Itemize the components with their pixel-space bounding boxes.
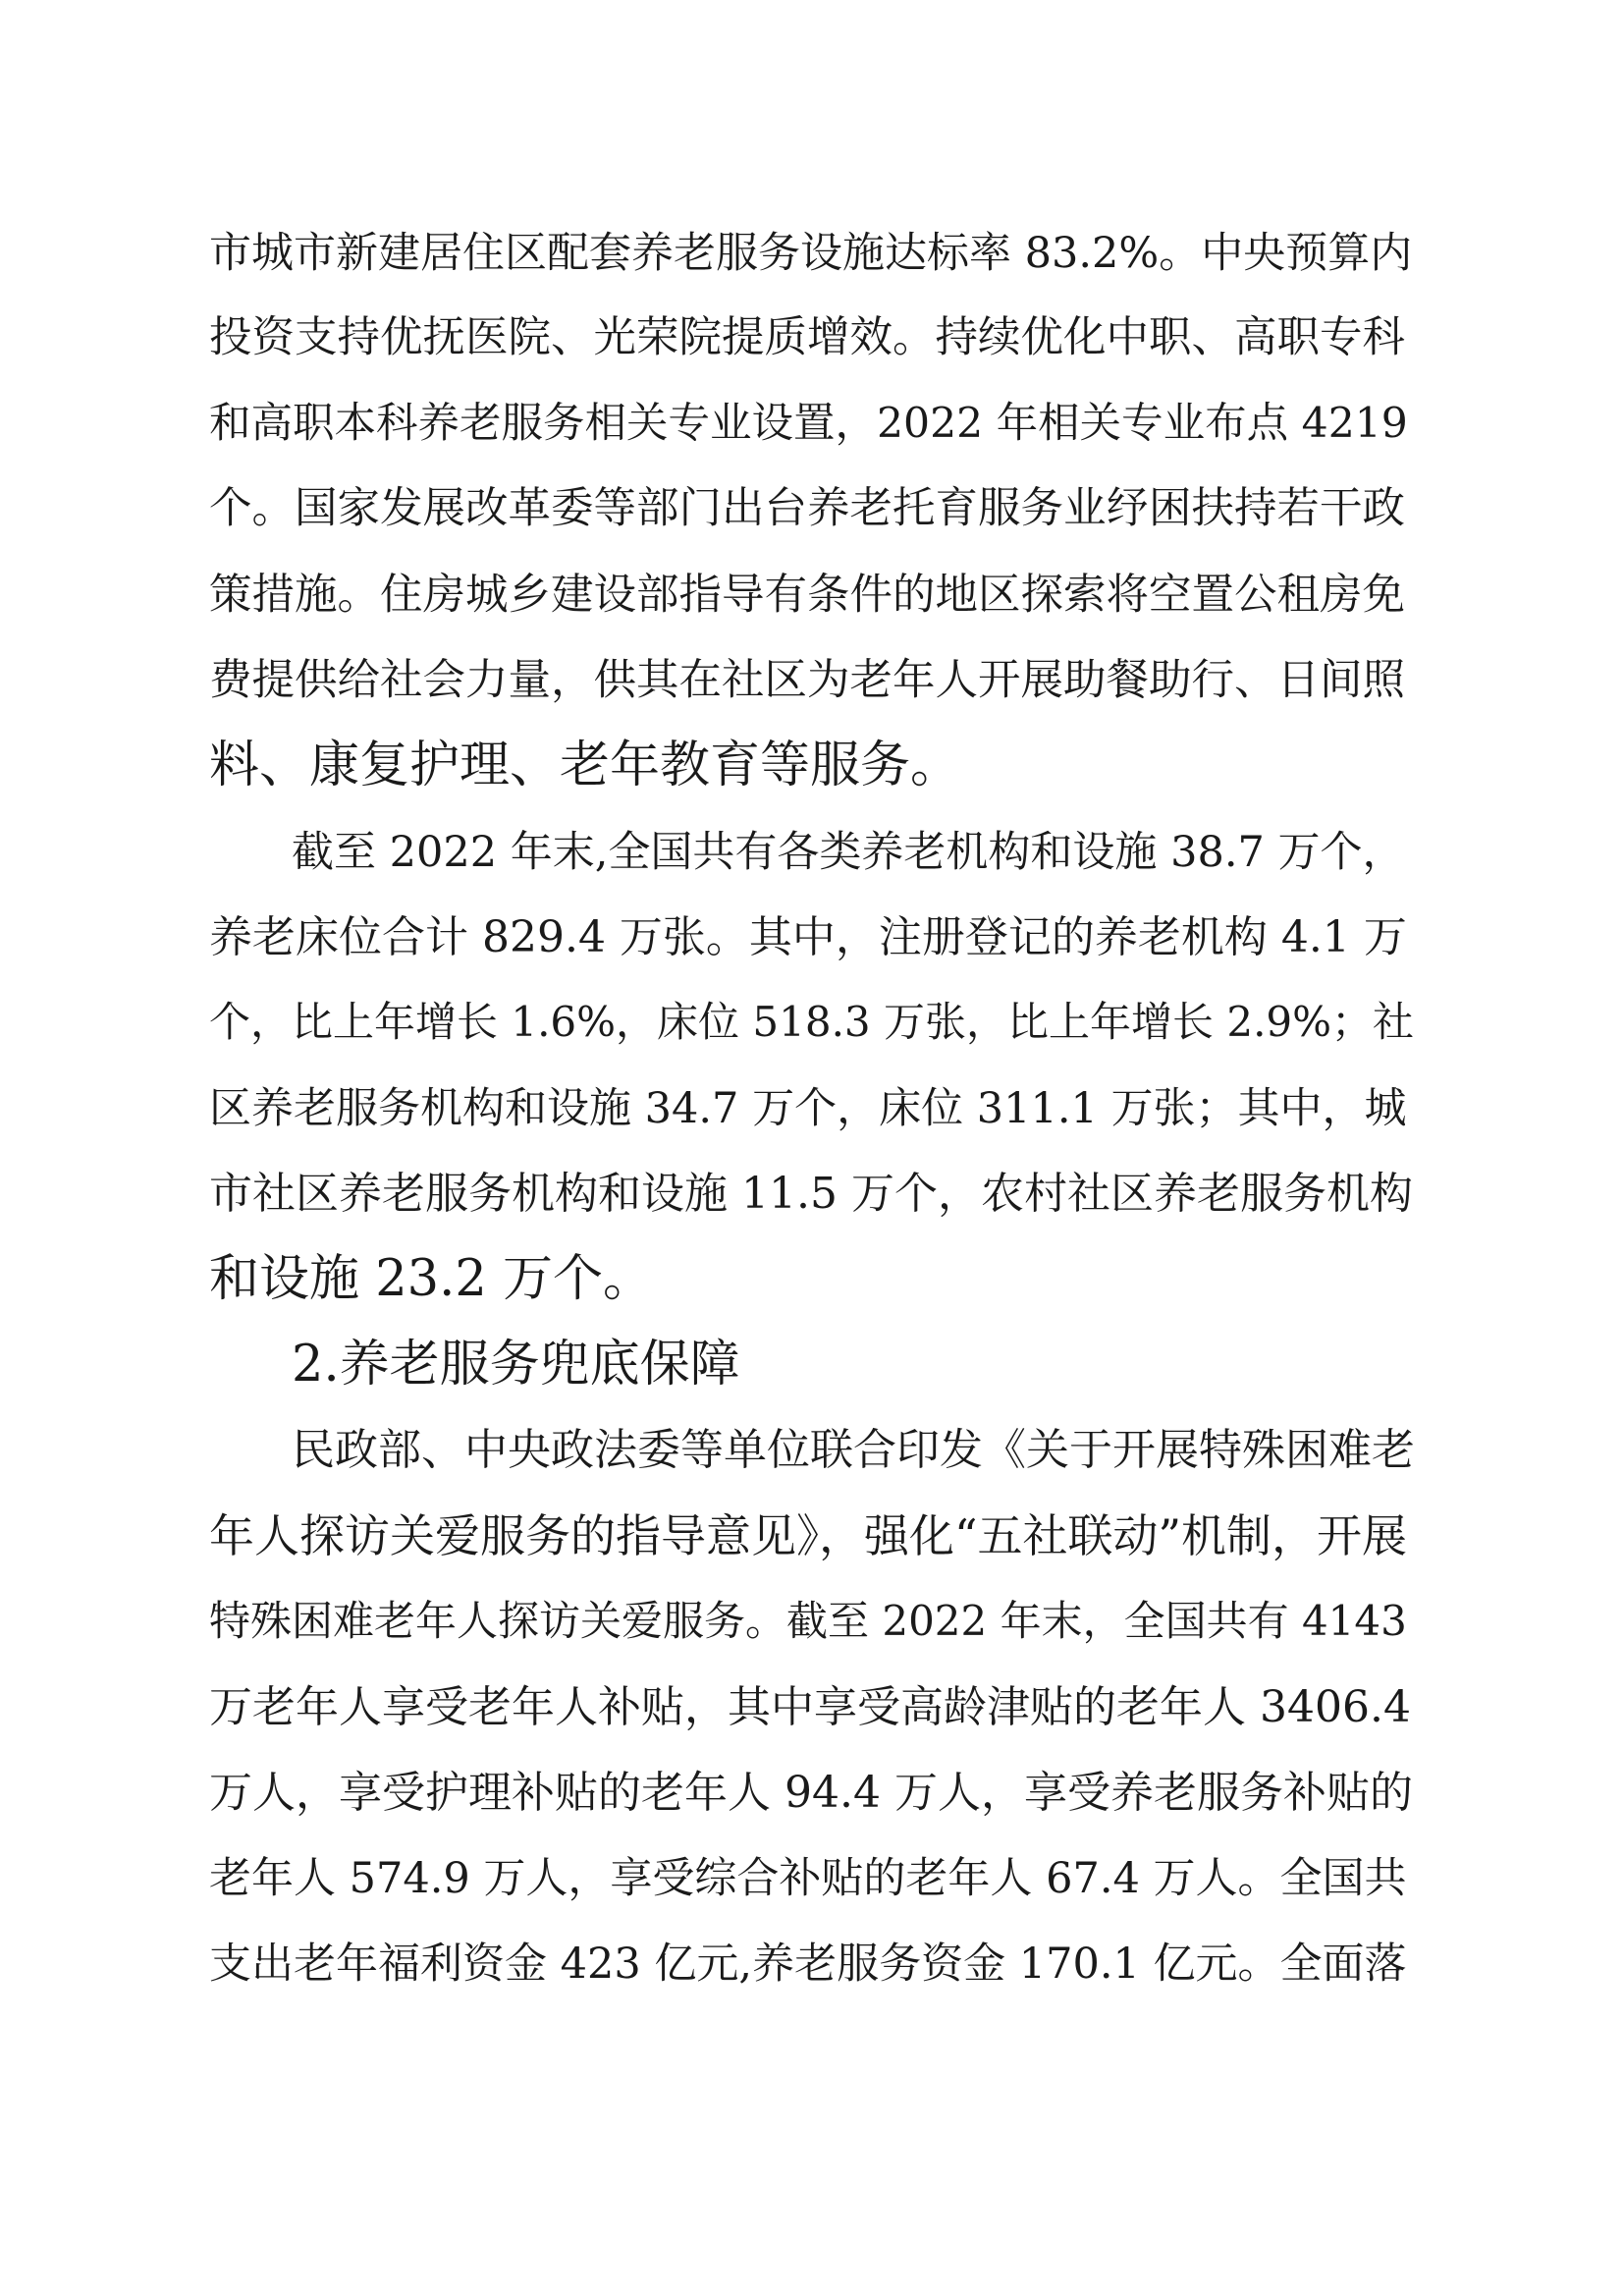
text-line: 区养老服务机构和设施 34.7 万个，床位 311.1 万张；其中，城 <box>209 1084 1407 1133</box>
text-line: 策措施。住房城乡建设部指导有条件的地区探索将空置公租房免 <box>209 571 1405 620</box>
text-line: 养老床位合计 829.4 万张。其中，注册登记的养老机构 4.1 万 <box>209 912 1407 962</box>
text-line: 截至 2022 年末,全国共有各类养老机构和设施 38.7 万个， <box>292 828 1405 877</box>
text-line: 投资支持优抚医院、光荣院提质增效。持续优化中职、高职专科 <box>209 313 1405 362</box>
text-line: 料、康复护理、老年教育等服务。 <box>209 737 961 794</box>
text-line: 市社区养老服务机构和设施 11.5 万个，农村社区养老服务机构 <box>209 1169 1413 1219</box>
text-line: 和高职本科养老服务相关专业设置，2022 年相关专业布点 4219 <box>209 400 1408 448</box>
text-line: 万人，享受护理补贴的老年人 94.4 万人，享受养老服务补贴的 <box>209 1768 1413 1818</box>
text-line: 年人探访关爱服务的指导意见》，强化“五社联动”机制，开展 <box>209 1509 1408 1562</box>
text-line: 费提供给社会力量，供其在社区为老年人开展助餐助行、日间照 <box>209 656 1405 705</box>
text-line: 市城市新建居住区配套养老服务设施达标率 83.2%。中央预算内 <box>209 229 1413 278</box>
text-line: 和设施 23.2 万个。 <box>209 1250 653 1308</box>
text-line: 民政部、中央政法委等单位联合印发《关于开展特殊困难老 <box>292 1425 1415 1475</box>
section-heading: 2.养老服务兜底保障 <box>292 1336 740 1394</box>
text-line: 支出老年福利资金 423 亿元,养老服务资金 170.1 亿元。全面落 <box>209 1940 1407 1989</box>
text-line: 个，比上年增长 1.6%，床位 518.3 万张，比上年增长 2.9%；社 <box>209 998 1415 1046</box>
text-line: 个。国家发展改革委等部门出台养老托育服务业纾困扶持若干政 <box>209 484 1405 533</box>
text-line: 特殊困难老年人探访关爱服务。截至 2022 年末，全国共有 4143 <box>209 1597 1407 1645</box>
text-line: 老年人 574.9 万人，享受综合补贴的老年人 67.4 万人。全国共 <box>209 1854 1407 1903</box>
text-line: 万老年人享受老年人补贴，其中享受高龄津贴的老年人 3406.4 <box>209 1682 1411 1732</box>
